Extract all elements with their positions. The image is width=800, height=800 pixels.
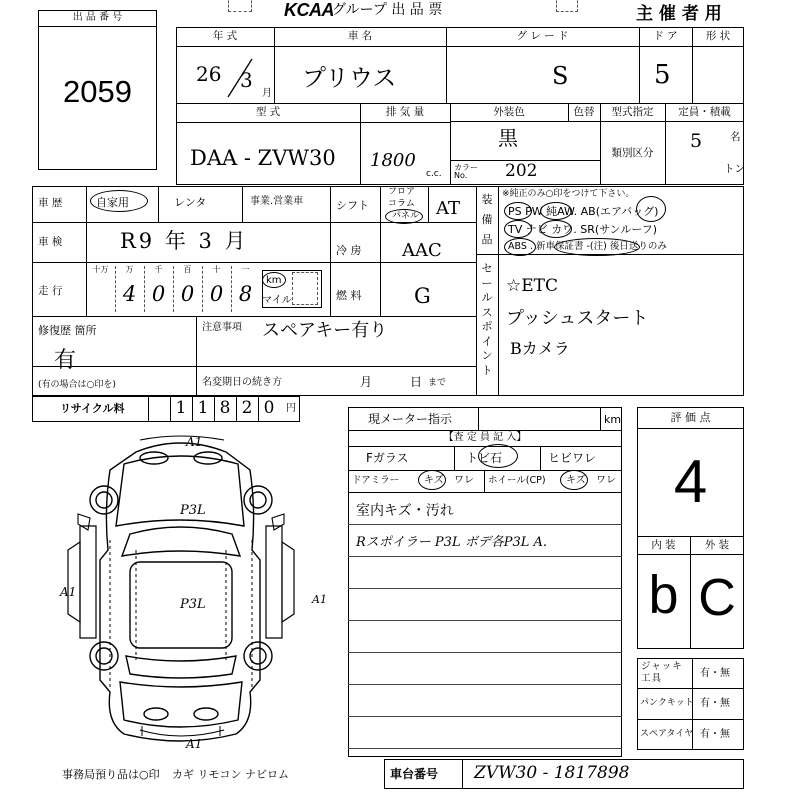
mileage-digit: 0 (209, 282, 224, 306)
history-option-rental[interactable]: レンタ (174, 196, 207, 209)
equip-circle-ps (504, 202, 532, 220)
km-circle (262, 272, 286, 288)
deadline-month: 月 (360, 375, 373, 389)
mileage-unit-label: 十万 (92, 265, 109, 274)
recycle-digit: 0 (263, 398, 275, 418)
meter-label: 現メーター指示 (368, 412, 453, 426)
equip-circle-abs (504, 238, 536, 256)
mileage-unit-label: 百 (183, 265, 192, 274)
wheel-scratch: キズ (566, 475, 586, 486)
mileage-digit: 8 (238, 282, 253, 306)
spare-value[interactable]: 有・無 (700, 729, 730, 740)
cc-unit: c.c. (426, 169, 442, 179)
notes-value: スペアキー有り (262, 320, 388, 341)
year-value: 26 (196, 62, 222, 86)
deadline-day: 日 (410, 375, 423, 389)
category-label: 類別区分 (611, 147, 654, 159)
floor-label[interactable]: フロア (388, 187, 416, 197)
damage-mark-hood: P3L (180, 503, 206, 518)
mileage-unit-label: 一 (241, 265, 250, 274)
color-no-label: カラー No. (454, 163, 478, 180)
chassis-number: ZVW30 - 1817898 (474, 763, 630, 783)
equip-circle-pw (540, 202, 572, 220)
displacement-label: 排 気 量 (385, 106, 425, 118)
type-designation-label: 型式指定 (611, 106, 654, 118)
doors-label: ド ア (653, 30, 678, 42)
recycle-label: リサイクル料 (60, 402, 125, 415)
displacement-value: 1800 (370, 150, 416, 171)
mileage-unit-label: 十 (212, 265, 221, 274)
history-option-private[interactable]: 自家用 (96, 196, 129, 209)
repair-note: (有の場合は○印を) (38, 380, 116, 390)
recycle-digit: 2 (241, 398, 253, 418)
organizer-use-label: 主 催 者 用 (636, 4, 722, 24)
damage-mark-rear: A1 (186, 737, 203, 751)
model-value: DAA - ZVW30 (190, 146, 336, 170)
damage-mark-roof: P3L (180, 597, 206, 612)
crack-label: ヒビワレ (548, 451, 597, 465)
exterior-label: 外 装 (704, 539, 730, 551)
equip-circle-warranty (554, 238, 640, 256)
recycle-digit: 8 (219, 398, 231, 418)
year-label: 年 式 (212, 30, 238, 42)
chip-circle (478, 444, 518, 468)
repair-label: 修復歴 箇所 (38, 324, 97, 337)
mirror-scratch: キズ (424, 475, 444, 486)
wheel-scratch-circle (560, 470, 588, 490)
mileage-digit: 4 (122, 282, 137, 306)
damage-mark-front: A1 (186, 435, 203, 449)
mileage-digit: 0 (151, 282, 166, 306)
color-no-value: 202 (505, 161, 538, 181)
form-title: グループ 出 品 票 (332, 2, 443, 18)
exterior-color-label: 外装色 (493, 106, 525, 118)
windshield-label: Fガラス (366, 451, 409, 465)
exterior-value: C (698, 569, 736, 627)
jack-label: ジャッキ工具 (641, 661, 683, 684)
load-unit: トン (724, 163, 745, 175)
deadline-suffix: まで (428, 378, 447, 388)
mileage-unit-label: 千 (154, 265, 163, 274)
deadline-label: 名変期日の続き方 (202, 377, 282, 388)
equipment-note: ※純正のみ○印をつけて下さい。 (502, 189, 635, 199)
history-label: 車 歴 (38, 197, 63, 209)
shape-label: 形 状 (705, 30, 731, 42)
ac-label: 冷 房 (336, 244, 362, 257)
model-label: 型 式 (255, 106, 281, 118)
repair-value: 有 (54, 348, 77, 373)
history-selected-circle (90, 190, 148, 212)
fuel-value: G (414, 284, 431, 308)
grade-label: グ レ ー ド (516, 30, 569, 42)
mileage-label: 走 行 (38, 285, 63, 297)
inspector-note-1: 室内キズ・汚れ (356, 503, 454, 519)
lot-number-label: 出 品 番 号 (72, 12, 123, 23)
wheel-label: ホイール(CP) (488, 475, 546, 486)
spare-label: スペアタイヤ (640, 729, 694, 739)
assessment-label: 【査 定 員 記 入】 (443, 432, 527, 443)
recycle-unit: 円 (286, 403, 296, 414)
recycle-digit: 1 (175, 398, 187, 418)
recycle-digit: 1 (197, 398, 209, 418)
door-mirror-label: ドアミラー (352, 475, 400, 486)
damage-mark-left: A1 (60, 585, 77, 599)
score-label: 評 価 点 (670, 411, 711, 424)
interior-value: b (648, 565, 679, 625)
equipment-line1[interactable]: PS PW 純AW. AB(エアバッグ) (508, 205, 659, 218)
exterior-color-value: 黒 (498, 126, 518, 150)
sales-point-1: ☆ETC (506, 276, 558, 296)
lot-number: 2059 (63, 74, 132, 109)
sales-point-2: プッシュスタート (506, 308, 649, 329)
column-label[interactable]: コラム (388, 199, 415, 209)
car-name-value: プリウス (302, 64, 397, 92)
score-value: 4 (673, 448, 708, 515)
mirror-break: ワレ (454, 475, 474, 486)
panel-circle (385, 209, 423, 224)
doors-value: 5 (654, 60, 671, 90)
notes-label: 注意事項 (202, 322, 242, 333)
capacity-unit: 名 (730, 131, 741, 143)
interior-label: 内 装 (651, 539, 676, 551)
color-change-label: 色替 (573, 106, 595, 118)
wheel-break: ワレ (596, 475, 616, 486)
meter-unit: km (604, 413, 622, 426)
inspector-note-2: Rスポイラー P3L ボデ各P3L A. (356, 535, 548, 550)
chassis-label: 車台番号 (390, 767, 439, 781)
ac-value: AAC (402, 240, 442, 261)
jack-value[interactable]: 有・無 (700, 668, 730, 679)
inspection-value: R9 年 3 月 (120, 229, 249, 253)
equip-circle-ab (636, 196, 666, 222)
month-unit: 月 (262, 88, 272, 99)
equip-circle-navi (540, 220, 572, 238)
sales-points-label: セ ー ル ス ポ イ ン ト (481, 262, 493, 377)
sales-point-3: Bカメラ (510, 339, 570, 358)
office-note: 事務局預り品は○印 (62, 768, 160, 781)
inspection-label: 車 検 (38, 236, 63, 248)
shift-label: シフト (336, 199, 369, 212)
mile-label: マイル (262, 295, 292, 306)
damage-mark-right: A1 (312, 593, 327, 606)
fuel-label: 燃 料 (336, 289, 362, 302)
mirror-scratch-circle (418, 470, 446, 490)
equip-circle-tv (504, 220, 532, 238)
shift-value: AT (436, 198, 461, 219)
equipment-line2[interactable]: TV ナビ カワ. SR(サンルーフ) (508, 223, 658, 236)
equipment-line3[interactable]: ABS . 新車保証書 -(注) 後日送りのみ (508, 241, 667, 252)
panel-label[interactable]: パネル (392, 211, 420, 221)
kcaa-logo: KCAA (284, 0, 334, 20)
office-items: カギ リモコン ナビロム (172, 768, 289, 781)
car-name-label: 車 名 (347, 30, 373, 42)
grade-value: S (552, 62, 569, 90)
equipment-label: 装 備 品 (481, 193, 493, 246)
history-option-business[interactable]: 事業.営業車 (250, 196, 304, 207)
puncture-value[interactable]: 有・無 (700, 698, 730, 709)
chip-label: トビ石 (466, 451, 503, 465)
mileage-digit: 0 (180, 282, 195, 306)
capacity-value: 5 (690, 130, 703, 152)
capacity-label: 定員・積載 (678, 106, 731, 118)
month-value: 3 (240, 68, 253, 92)
km-label: km (266, 275, 282, 286)
mileage-unit-label: 万 (125, 265, 134, 274)
puncture-label: パンクキット (640, 698, 694, 708)
